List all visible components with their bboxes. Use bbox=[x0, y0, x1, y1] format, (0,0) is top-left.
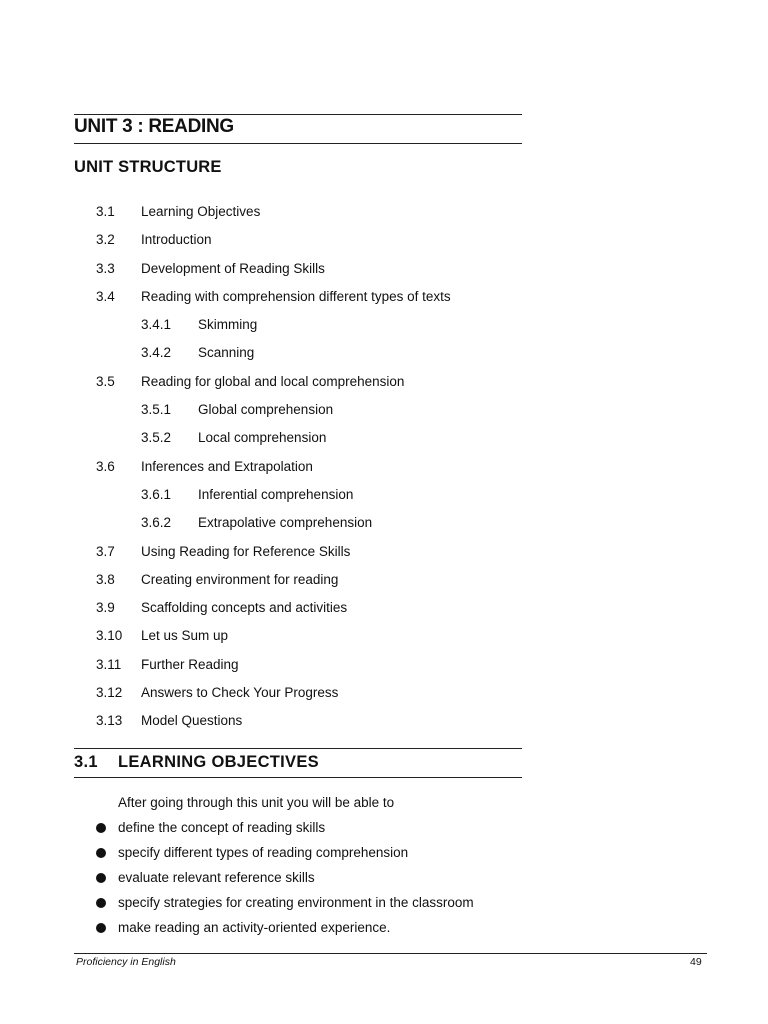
objective-item bbox=[0, 867, 768, 892]
toc-item bbox=[0, 453, 768, 481]
toc-item bbox=[0, 509, 768, 537]
toc-item bbox=[0, 481, 768, 509]
objective-item bbox=[0, 917, 768, 942]
section-bottom-rule bbox=[74, 777, 522, 778]
objective-text: make reading an activity-oriented experience. bbox=[118, 920, 391, 935]
toc-item-number: 3.2 bbox=[96, 232, 115, 248]
title-bottom-rule bbox=[74, 143, 522, 144]
objective-item bbox=[0, 892, 768, 917]
toc-item bbox=[0, 622, 768, 650]
toc-item bbox=[0, 368, 768, 396]
toc-item-label: Scanning bbox=[198, 345, 255, 361]
objective-item bbox=[0, 817, 768, 842]
toc-item bbox=[0, 651, 768, 679]
bullet-icon bbox=[96, 848, 106, 858]
bullet-icon bbox=[96, 923, 106, 933]
toc-item-number: 3.3 bbox=[96, 260, 115, 276]
toc-item bbox=[0, 594, 768, 622]
toc-item bbox=[0, 538, 768, 566]
toc-item-number: 3.7 bbox=[96, 543, 115, 559]
objective-text: specify strategies for creating environment in the classroom bbox=[118, 895, 474, 910]
toc-item-label: Learning Objectives bbox=[141, 204, 261, 219]
toc-item-number: 3.5 bbox=[96, 373, 115, 389]
toc-item bbox=[0, 198, 768, 226]
toc-item-label: Global comprehension bbox=[198, 402, 334, 418]
toc-item bbox=[0, 396, 768, 424]
toc-item-label: Introduction bbox=[141, 232, 212, 248]
toc-item-number: 3.6.1 bbox=[141, 486, 172, 502]
toc-item bbox=[0, 283, 768, 311]
table-of-contents bbox=[0, 198, 768, 736]
objectives-list bbox=[0, 817, 768, 942]
objective-text: specify different types of reading comprehension bbox=[118, 845, 409, 860]
toc-item bbox=[0, 255, 768, 283]
toc-item-number: 3.13 bbox=[96, 713, 123, 729]
objective-text: define the concept of reading skills bbox=[118, 820, 326, 835]
toc-item bbox=[0, 566, 768, 594]
section-number: 3.1 bbox=[74, 753, 98, 771]
toc-item-number: 3.10 bbox=[96, 628, 123, 644]
toc-item-label: Model Questions bbox=[141, 713, 243, 729]
footer-book-title: Proficiency in English bbox=[76, 956, 176, 968]
objective-text: evaluate relevant reference skills bbox=[118, 870, 315, 885]
toc-item-number: 3.9 bbox=[96, 600, 115, 616]
title-top-rule bbox=[74, 114, 522, 115]
toc-item-label: Further Reading bbox=[141, 656, 239, 672]
unit-structure-heading: UNIT STRUCTURE bbox=[74, 158, 222, 176]
toc-item-label: Using Reading for Reference Skills bbox=[141, 543, 351, 559]
toc-item-number: 3.11 bbox=[96, 656, 122, 672]
toc-item-label: Creating environment for reading bbox=[141, 571, 339, 587]
toc-item-number: 3.1 bbox=[96, 204, 115, 219]
toc-item-number: 3.4.2 bbox=[141, 345, 172, 361]
objectives-intro: After going through this unit you will be able to bbox=[118, 795, 395, 810]
footer-rule bbox=[74, 953, 707, 954]
toc-item-label: Inferential comprehension bbox=[198, 486, 354, 502]
bullet-icon bbox=[96, 898, 106, 908]
toc-item bbox=[0, 679, 768, 707]
objective-item bbox=[0, 842, 768, 867]
page-number: 49 bbox=[690, 956, 702, 968]
toc-item-label: Scaffolding concepts and activities bbox=[141, 600, 348, 616]
bullet-icon bbox=[96, 873, 106, 883]
toc-item-number: 3.6.2 bbox=[141, 515, 172, 531]
section-heading bbox=[74, 753, 319, 772]
toc-item bbox=[0, 311, 768, 339]
toc-item bbox=[0, 339, 768, 367]
toc-item bbox=[0, 707, 768, 735]
toc-item-number: 3.8 bbox=[96, 571, 115, 587]
toc-item-label: Local comprehension bbox=[198, 430, 327, 446]
toc-item-label: Reading with comprehension different types of texts bbox=[141, 288, 451, 304]
toc-item bbox=[0, 226, 768, 254]
toc-item-label: Answers to Check Your Progress bbox=[141, 685, 339, 701]
toc-item bbox=[0, 424, 768, 452]
section-title: LEARNING OBJECTIVES bbox=[118, 753, 319, 771]
toc-item-label: Let us Sum up bbox=[141, 628, 229, 644]
toc-item-label: Inferences and Extrapolation bbox=[141, 458, 313, 474]
toc-item-number: 3.4 bbox=[96, 288, 115, 304]
toc-item-number: 3.12 bbox=[96, 685, 123, 701]
toc-item-number: 3.5.1 bbox=[141, 402, 172, 418]
unit-title: UNIT 3 : READING bbox=[74, 116, 234, 137]
toc-item-number: 3.5.2 bbox=[141, 430, 172, 446]
toc-item-label: Development of Reading Skills bbox=[141, 260, 325, 276]
toc-item-label: Skimming bbox=[198, 317, 258, 333]
toc-item-label: Extrapolative comprehension bbox=[198, 515, 373, 531]
toc-item-number: 3.4.1 bbox=[141, 317, 172, 333]
bullet-icon bbox=[96, 823, 106, 833]
section-top-rule bbox=[74, 748, 522, 749]
toc-item-number: 3.6 bbox=[96, 458, 115, 474]
toc-item-label: Reading for global and local comprehension bbox=[141, 373, 405, 389]
